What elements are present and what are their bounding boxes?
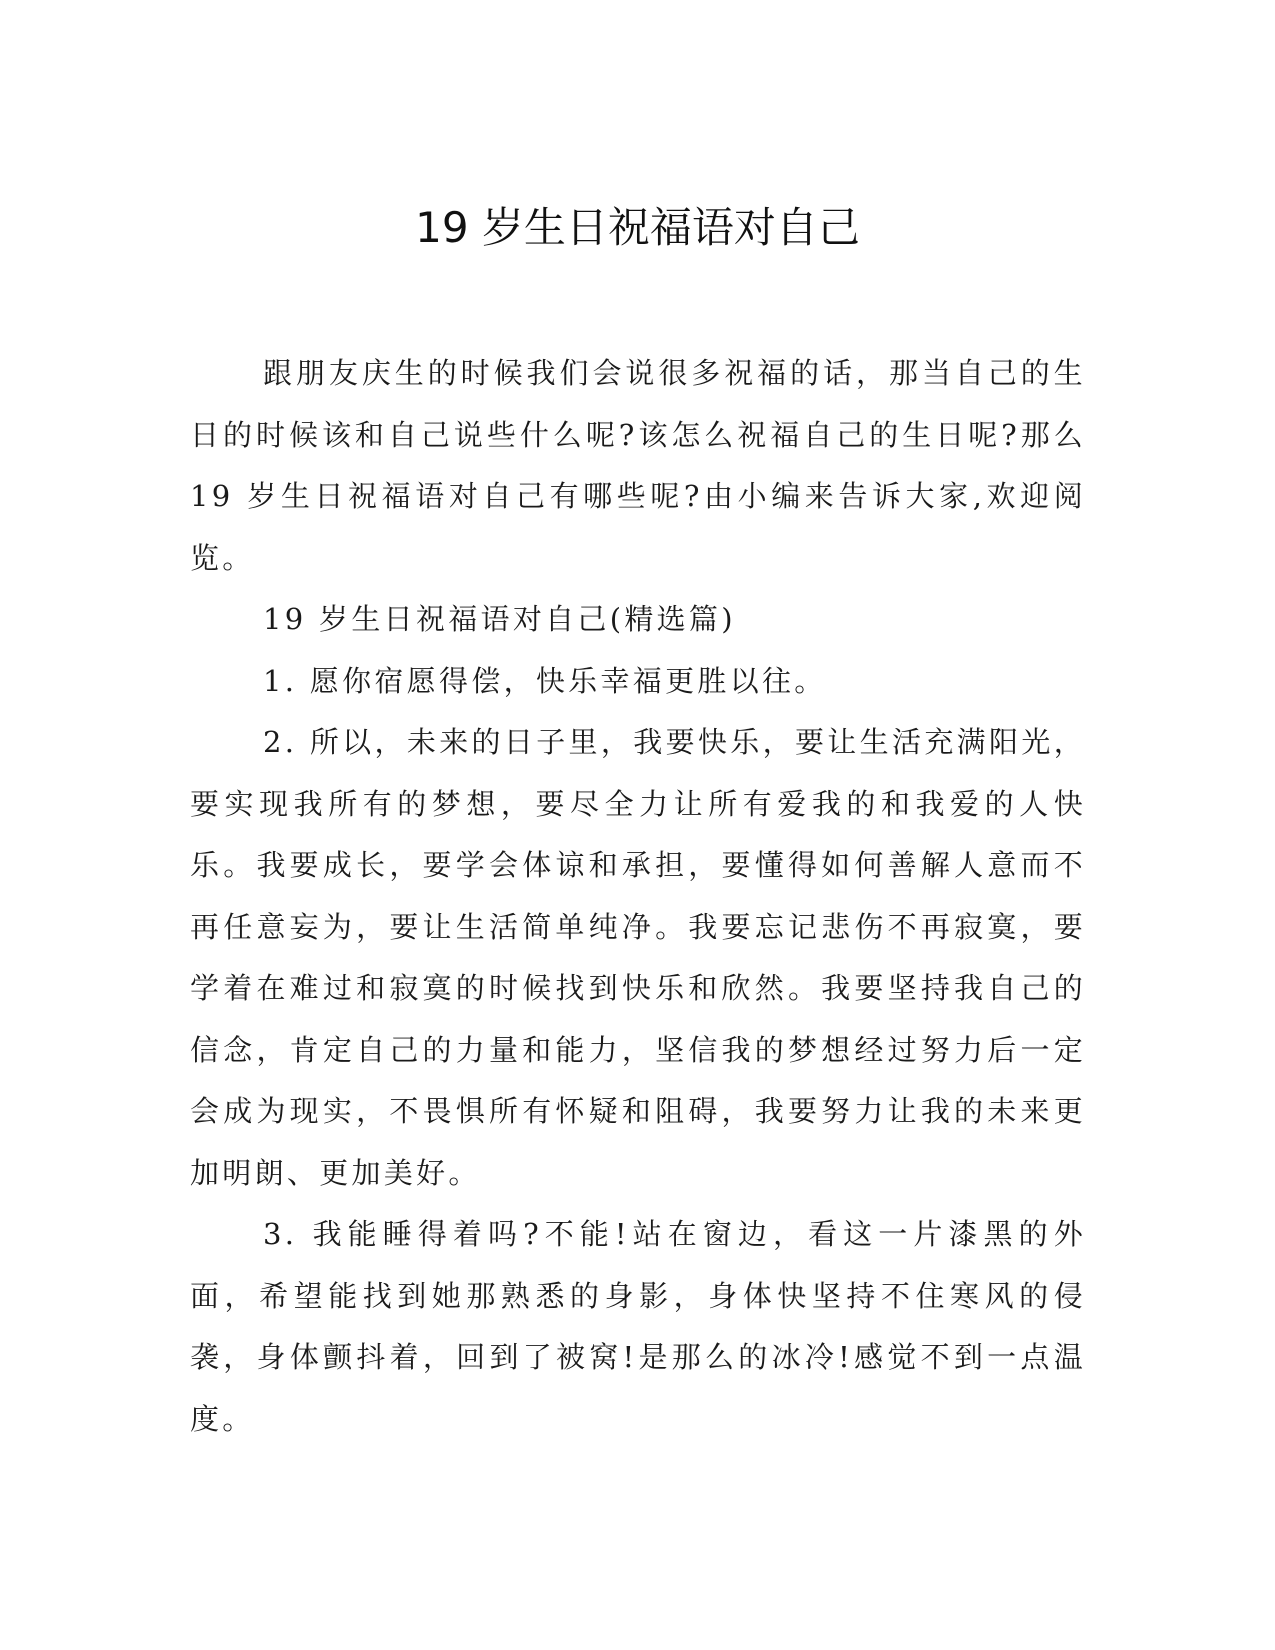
list-item-2: 2. 所以，未来的日子里，我要快乐，要让生活充满阳光，要实现我所有的梦想，要尽全力让所有爱我的和我爱的人快乐。我要成长，要学会体谅和承担，要懂得如何善解人意而不再任意妄为，要让生活简单纯净。我要忘记悲伤不再寂寞，要学着在难过和寂寞的时候找到快乐和欣然。我要坚持我自己的信念，肯定自己的力量和能力，坚信我的梦想经过努力后一定会成为现实，不畏惧所有怀疑和阻碍，我要努力让我的未来更加明朗、更加美好。 (190, 725, 1086, 1190)
document-body (190, 343, 1086, 1450)
intro-paragraph: 跟朋友庆生的时候我们会说很多祝福的话，那当自己的生日的时候该和自己说些什么呢?该怎么祝福自己的生日呢?那么 19 岁生日祝福语对自己有哪些呢?由小编来告诉大家,欢迎阅览。 (190, 356, 1086, 575)
section-heading: 19 岁生日祝福语对自己(精选篇) (263, 602, 736, 636)
list-item-1: 1. 愿你宿愿得偿，快乐幸福更胜以往。 (263, 663, 827, 698)
list-item-3: 3. 我能睡得着吗?不能!站在窗边，看这一片漆黑的外面，希望能找到她那熟悉的身影，身体快坚持不住寒风的侵袭，身体颤抖着，回到了被窝!是那么的冰冷!感觉不到一点温度。 (190, 1217, 1086, 1436)
document-title: 19 岁生日祝福语对自己 (415, 203, 860, 252)
